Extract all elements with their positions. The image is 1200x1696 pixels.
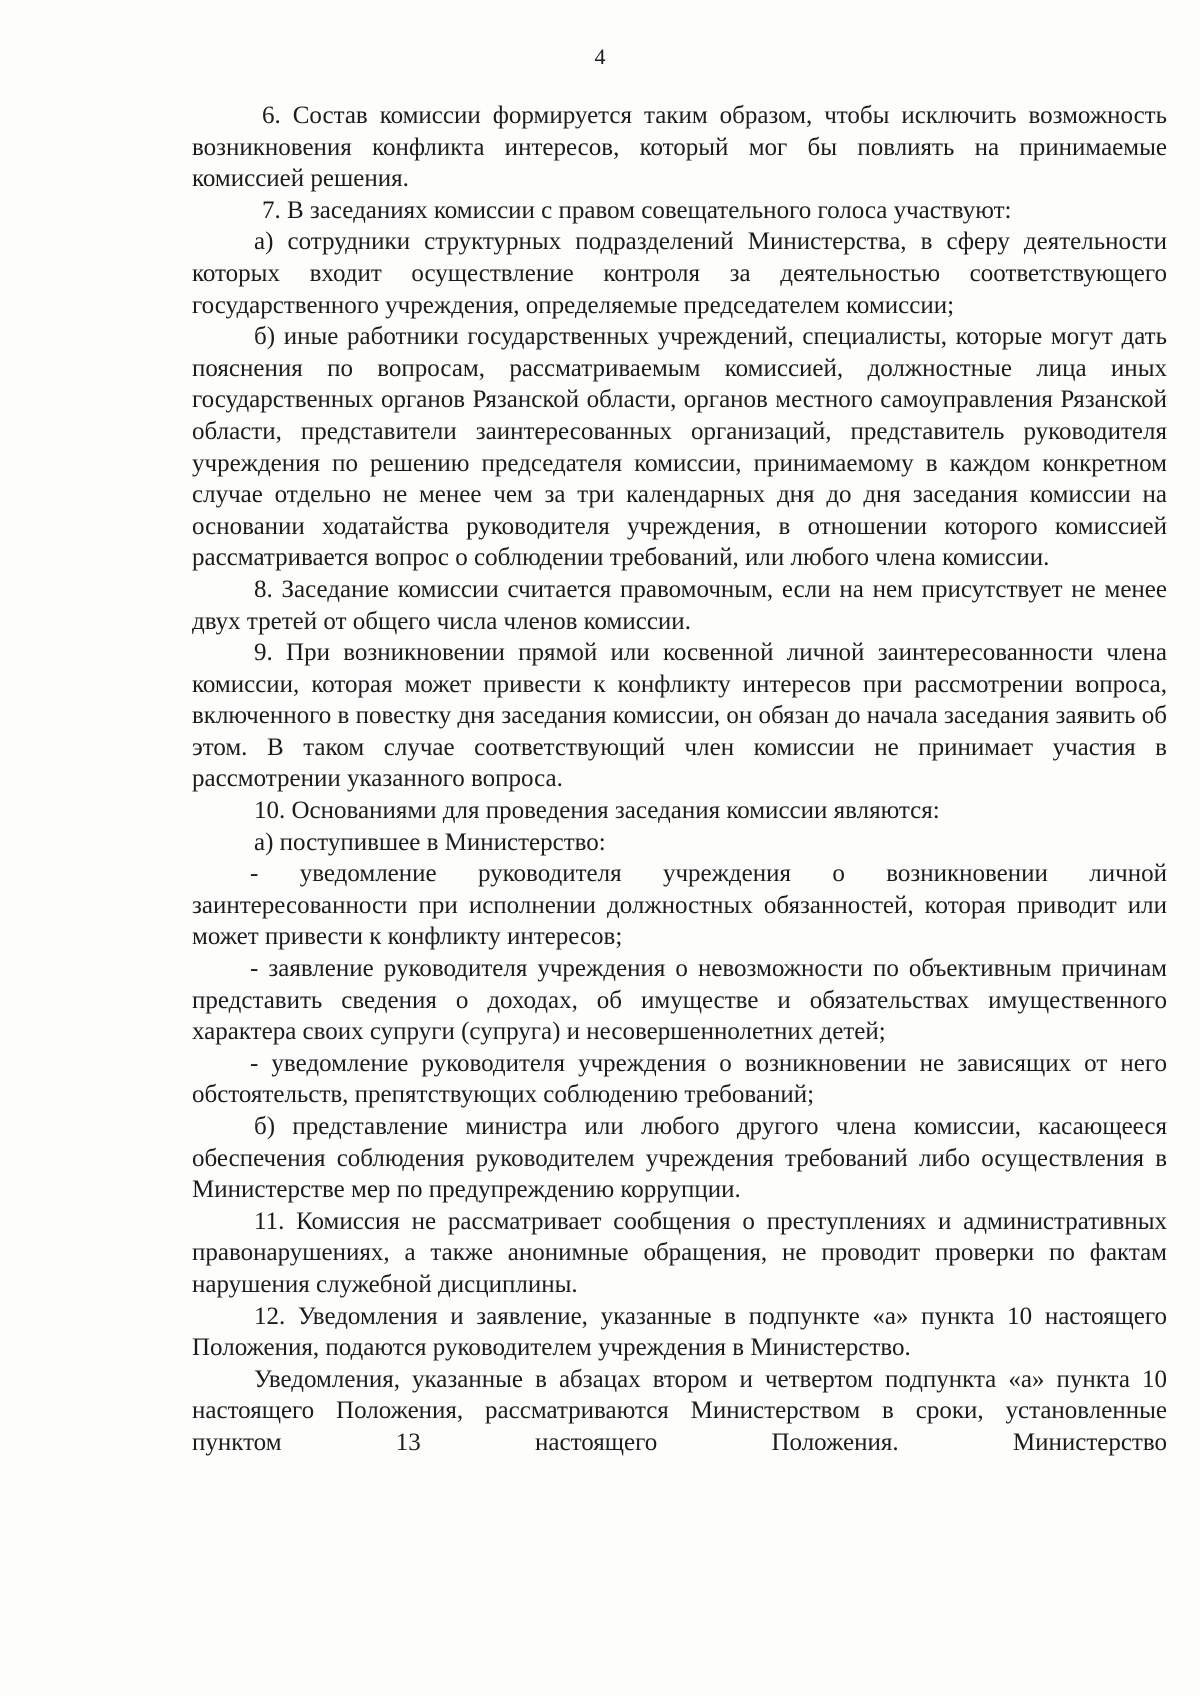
paragraph-9: 9. При возникновении прямой или косвенной личной заинтересованности члена комиссии, которая может привести к конфликту интересов при рассмотрении вопроса, включенного в повестку дня заседания комиссии, он обязан до начала заседания заявить об этом. В таком случае соответствующий член комиссии не принимает участия в рассмотрении указанного вопроса. — [192, 639, 1167, 793]
paragraph-10-a-item-2: - заявление руководителя учреждения о невозможности по объективным причинам представить сведения о доходах, об имуществе и обязательствах имущественного характера своих супруги (супруга) и несовершеннолетних детей; — [192, 955, 1167, 1046]
paragraph-10-a-item-3: - уведомление руководителя учреждения о возникновении не зависящих от него обстоятельств, препятствующих соблюдению требований; — [192, 1049, 1167, 1109]
paragraph-10-a-item-1: - уведомление руководителя учреждения о возникновении личной заинтересованности при исполнении должностных обязанностей, которая приводит или может привести к конфликту интересов; — [192, 860, 1167, 951]
paragraph-7: 7. В заседаниях комиссии с правом совещательного голоса участвуют: — [262, 196, 1012, 224]
paragraph-8: 8. Заседание комиссии считается правомочным, если на нем присутствует не менее двух третей от общего числа членов комиссии. — [192, 575, 1167, 635]
paragraph-12: 12. Уведомления и заявление, указанные в подпункте «а» пункта 10 настоящего Положения, подаются руководителем учреждения в Министерство. — [192, 1302, 1167, 1362]
paragraph-6: 6. Состав комиссии формируется таким образом, чтобы исключить возможность возникновения конфликта интересов, который мог бы повлиять на принимаемые комиссией решения. — [192, 102, 1167, 193]
paragraph-7-a: а) сотрудники структурных подразделений Министерства, в сферу деятельности которых входит осуществление контроля за деятельностью соответствующего государственного учреждения, определяемые председателем комиссии; — [192, 228, 1167, 319]
paragraph-10: 10. Основаниями для проведения заседания комиссии являются: — [254, 797, 940, 825]
paragraph-10-a: а) поступившее в Министерство: — [254, 828, 606, 856]
paragraph-10-b: б) представление министра или любого другого члена комиссии, касающееся обеспечения соблюдения руководителем учреждения требований либо осуществления в Министерстве мер по предупреждению коррупции. — [192, 1113, 1167, 1204]
paragraph-12-continued: Уведомления, указанные в абзацах втором и четвертом подпункта «а» пункта 10 настоящего Положения, рассматриваются Министерством в сроки, установленные пунктом 13 настоящего Положения. Министерство — [192, 1365, 1167, 1456]
document-body — [192, 100, 1167, 1459]
page-number: 4 — [594, 44, 606, 69]
paragraph-11: 11. Комиссия не рассматривает сообщения о преступлениях и административных правонарушениях, а также анонимные обращения, не проводит проверки по фактам нарушения служебной дисциплины. — [192, 1207, 1167, 1298]
paragraph-7-b: б) иные работники государственных учреждений, специалисты, которые могут дать пояснения по вопросам, рассматриваемым комиссией, должностные лица иных государственных органов Рязанской области, органов местного самоуправления Рязанской области, представители заинтересованных организаций, представитель руководителя учреждения по решению председателя комиссии, принимаемому в каждом конкретном случае отдельно не менее чем за три календарных дня до дня заседания комиссии на основании ходатайства руководителя учреждения, в отношении которого комиссией рассматривается вопрос о соблюдении требований, или любого члена комиссии. — [192, 323, 1167, 572]
